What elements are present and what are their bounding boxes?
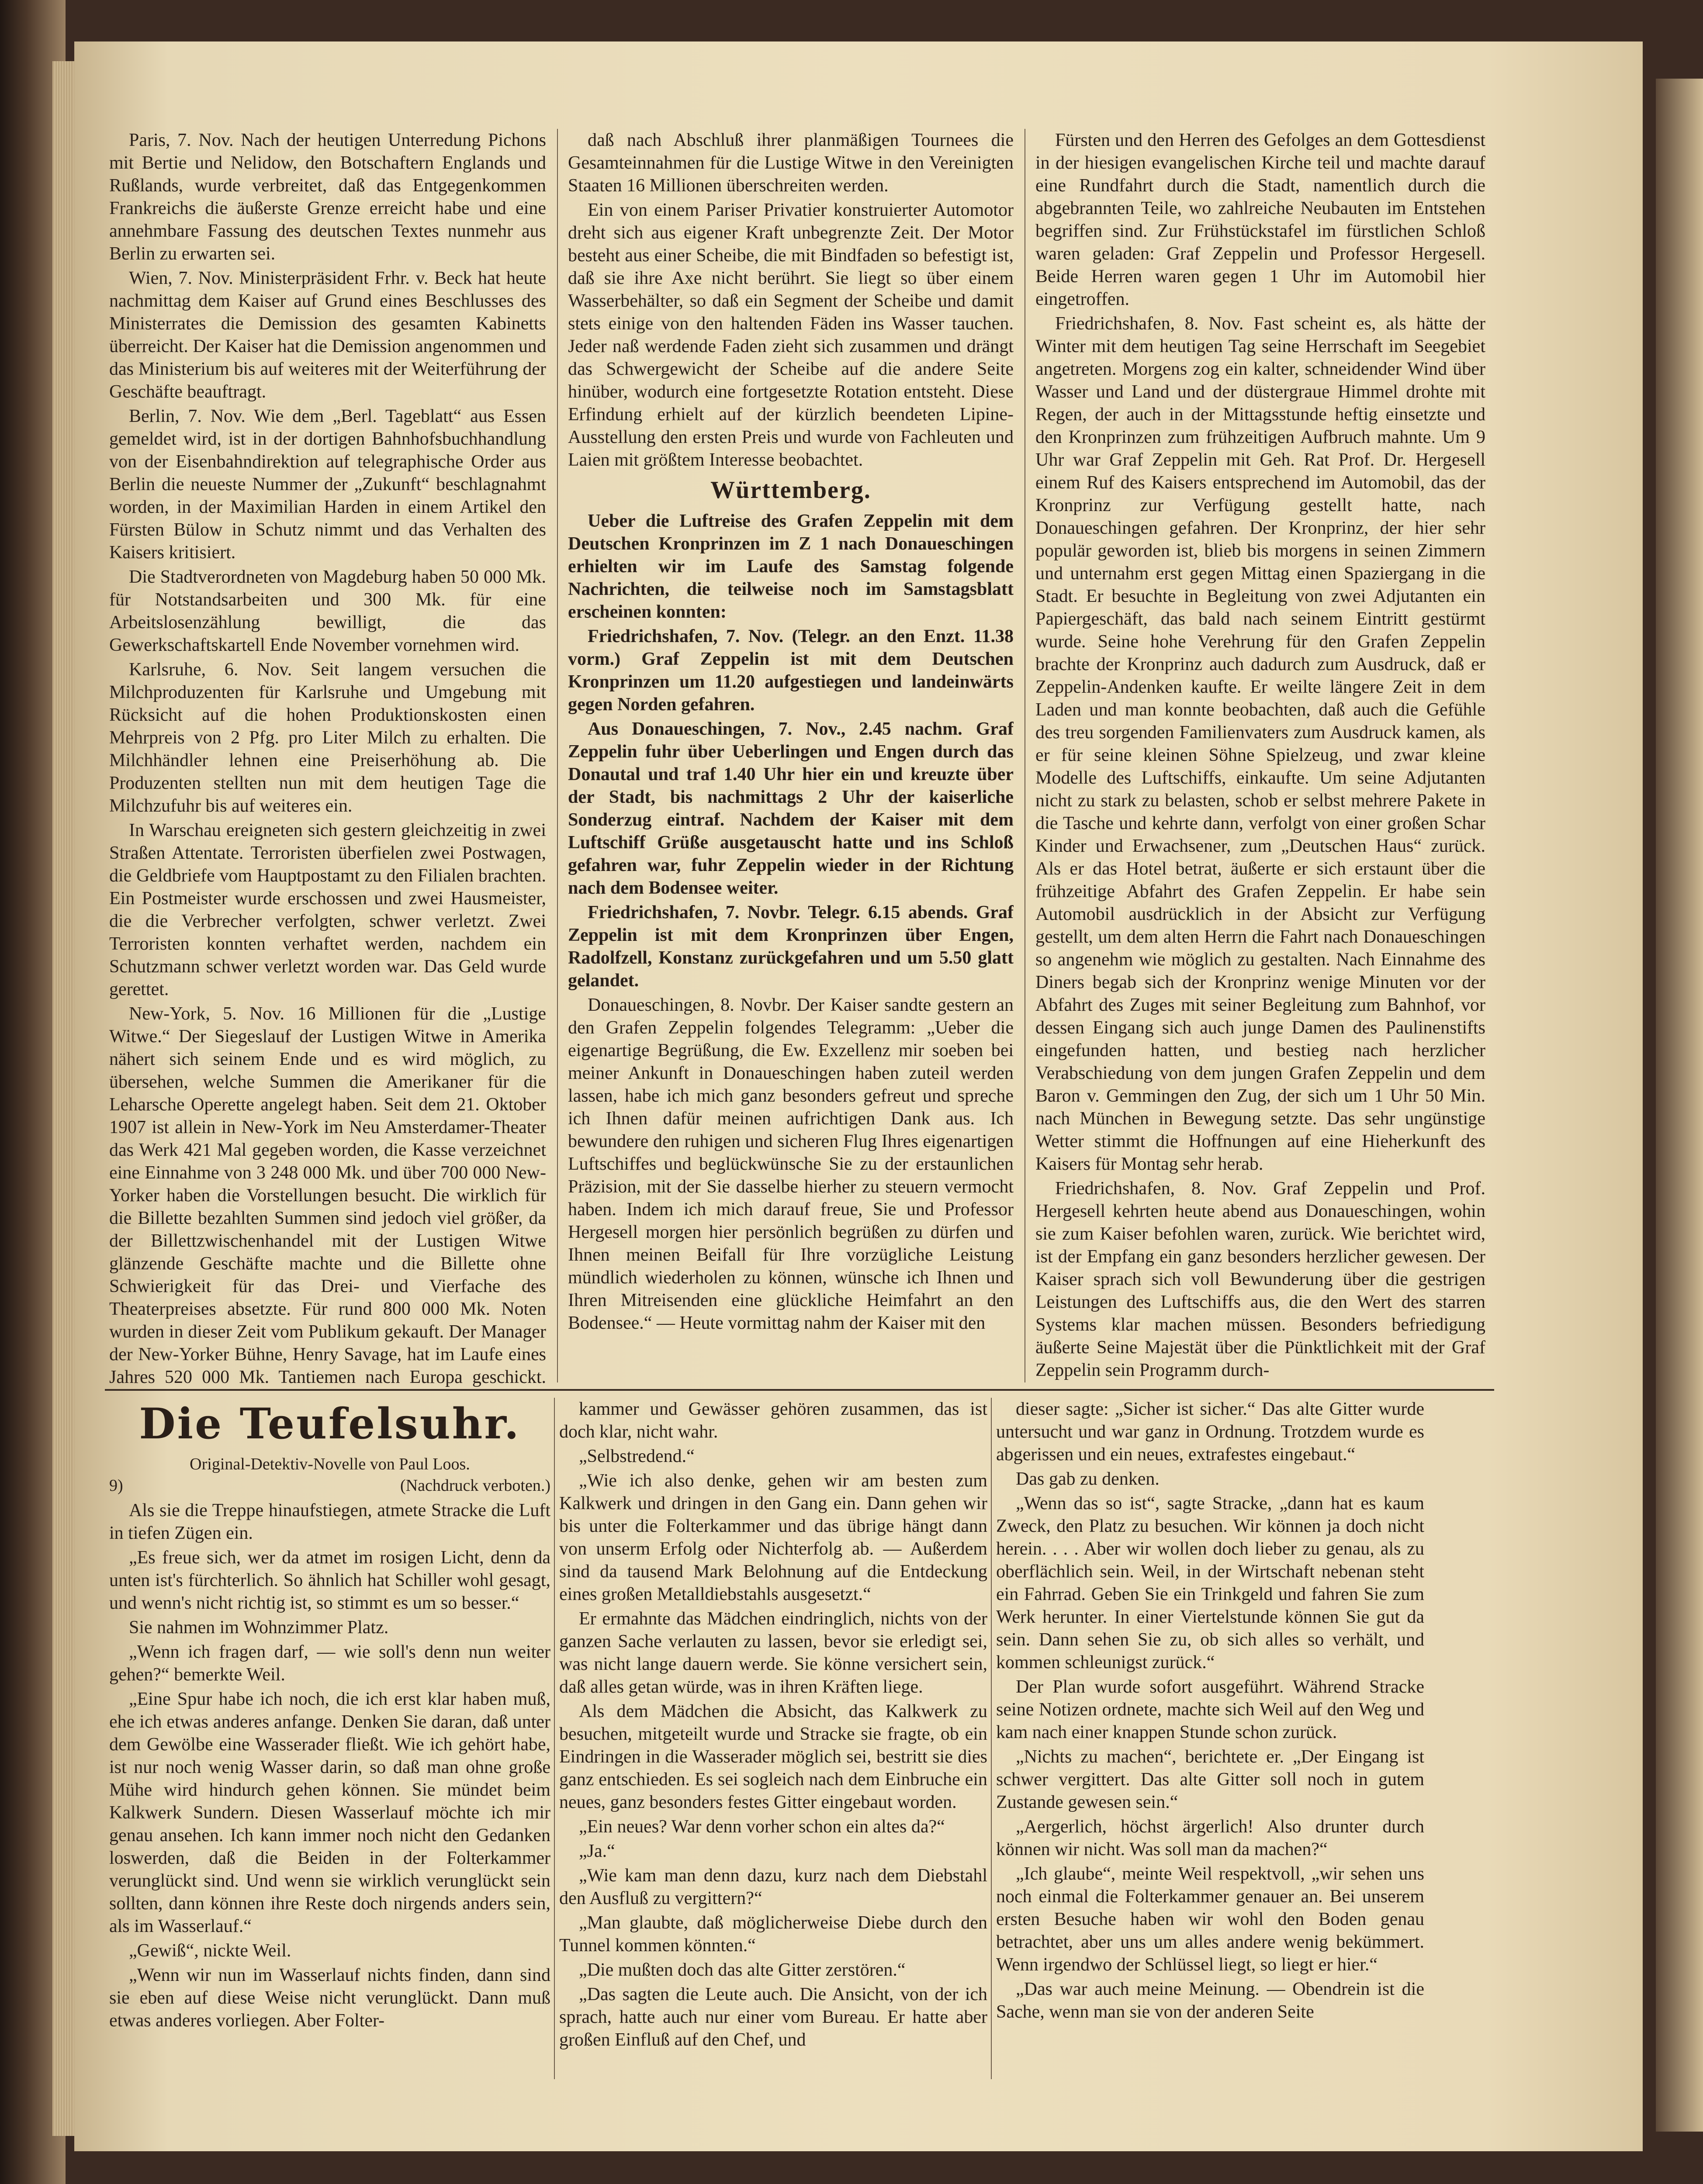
column-divider (554, 1398, 555, 2079)
serial-meta (109, 1475, 550, 1496)
zeppelin-friedrichshafen-2: Friedrichshafen, 7. Novbr. Telegr. 6.15 abends. Graf Zeppelin ist mit dem Kronprinzen über Engen, Radolfzell, Konstanz zurückgefahren und um 5.50 glatt gelandet. (568, 902, 1014, 991)
kaiser-telegramm: Donaueschingen, 8. Novbr. Der Kaiser sandte gestern an den Grafen Zeppelin folgendes Telegramm: „Ueber die eigenartige Begrüßung, die Ew. Exzellenz mir soeben bei meiner Ankunft in Donaueschingen haben zuteil werden lassen, habe ich mich ganz besonders gefreut und spreche ich Ihnen dafür meinen aufrichtigen Dank aus. Ich bewundere den ruhigen und sicheren Flug Ihres eigenartigen Luftschiffes und beglückwünsche Sie zu der erstaunlichen Präzision, mit der Sie dasselbe hierher zu steuern vermocht haben. Indem ich mich darauf freue, Sie und Professor Hergesell morgen hier persönlich begrüßen zu dürfen und Ihnen meinen Beifall für Ihre vorzügliche Leistung mündlich wiederholen zu können, wünsche ich Ihnen und Ihren Mitreisenden eine glückliche Heimfahrt an den Bodensee.“ — Heute vormittag nahm der Kaiser mit den (568, 995, 1014, 1333)
news-wien: Wien, 7. Nov. Ministerpräsident Frhr. v. Beck hat heute nachmittag dem Kaiser auf Grund eines Beschlusses des Ministerrates die Demission des gesamten Kabinetts überreicht. Der Kaiser hat die Demission angenommen und das Ministerium bis auf weiteres mit der Weiterführung der Geschäfte beauftragt. (109, 268, 546, 402)
news-new-york: New-York, 5. Nov. 16 Millionen für die „Lustige Witwe.“ Der Siegeslauf der Lustigen Witwe in Amerika nähert sich seinem Ende und es wird möglich, zu übersehen, welche Summen die Amerikaner für die Leharsche Operette angelegt haben. Seit dem 21. Oktober 1907 ist allein in New-York im Neu Amsterdamer-Theater das Werk 421 Mal gegeben worden, die Kasse verzeichnet eine Einnahme von 3 248 000 Mk. und über 700 000 New-Yorker haben die Vorstellungen besucht. Die wirklich für die Billette bezahlten Summen sind jedoch viel größer, da der Billettzwischenhandel mit der Lustigen Witwe glänzende Geschäfte machte und die Billette ohne Schwierigkeit für das Drei- und Vierfache des Theaterpreises absetzte. Für rund 800 000 Mk. Noten wurden in dieser Zeit vom Publikum gekauft. Der Manager der New-Yorker Bühne, Henry Savage, hat im Laufe eines Jahres 520 000 Mk. Tantiemen nach Europa geschickt. (109, 1004, 546, 1387)
newspaper-page (74, 41, 1643, 2151)
news-column-1 (109, 129, 546, 1387)
serial-para: Als dem Mädchen die Absicht, das Kalkwerk zu besuchen, mitgeteilt wurde und Stracke sie fragte, ob ein Eindringen in die Wasserader möglich sei, bestritt sie dies ganz entschieden. Es sei sogleich nach dem Einbruche ein neues, ganz besonders festes Gitter eingebaut worden. (559, 1701, 987, 1812)
zeppelin-donaueschingen: Aus Donaueschingen, 7. Nov., 2.45 nachm. Graf Zeppelin fuhr über Ueberlingen und Engen durch das Donautal und traf 1.40 Uhr hier ein und kreuzte über der Stadt, bis nachmittags 2 Uhr der kaiserliche Sonderzug eintraf. Nachdem der Kaiser mit dem Luftschiff Grüße ausgetauscht hatte und ins Schloß gefahren war, fuhr Zeppelin wieder in der Richtung nach dem Bodensee weiter. (568, 719, 1014, 898)
serial-para: „Wenn wir nun im Wasserlauf nichts finden, dann sind sie eben auf diese Weise nicht verunglückt. Dann muß etwas anderes vorliegen. Aber Folter- (109, 1965, 550, 2031)
serial-para: „Wie kam man denn dazu, kurz nach dem Diebstahl den Ausfluß zu vergittern?“ (559, 1866, 987, 1908)
serial-para: kammer und Gewässer gehören zusammen, das ist doch klar, nicht wahr. (559, 1399, 987, 1442)
serial-para: „Die mußten doch das alte Gitter zerstören.“ (579, 1960, 906, 1980)
serial-para: „Man glaubte, daß möglicherweise Diebe durch den Tunnel kommen könnten.“ (559, 1913, 987, 1956)
serial-column-1 (109, 1398, 550, 2079)
serial-para: „Das sagten die Leute auch. Die Ansicht, von der ich sprach, hatte auch nur einer vom Bureau. Er hatte aber großen Einfluß auf den Chef, und (559, 1984, 987, 2050)
serial-para: „Ja.“ (579, 1841, 615, 1861)
serial-column-2 (559, 1398, 987, 2079)
news-warschau: In Warschau ereigneten sich gestern gleichzeitig in zwei Straßen Attentate. Terroristen überfielen zwei Postwagen, die Geldbriefe vom Hauptpostamt zu den Filialen brachten. Ein Postmeister wurde erschossen und zwei Hausmeister, die die Verbrecher verfolgten, schwer verletzt. Zwei Terroristen konnten verhaftet werden, nachdem ein Schutzmann schwer verletzt worden war. Das Geld wurde gerettet. (109, 820, 546, 999)
zeppelin-intro: Ueber die Luftreise des Grafen Zeppelin mit dem Deutschen Kronprinzen im Z 1 nach Donaueschingen erhielten wir im Laufe des Samstag folgende Nachrichten, die teilweise noch im Samstagsblatt erscheinen konnten: (568, 511, 1014, 622)
serial-para: Das gab zu denken. (1016, 1469, 1160, 1489)
serial-para: Der Plan wurde sofort ausgeführt. Während Stracke seine Notizen ordnete, machte sich Weil auf den Weg und kam nach einer knappen Stunde schon zurück. (996, 1677, 1424, 1742)
news-berlin: Berlin, 7. Nov. Wie dem „Berl. Tageblatt“ aus Essen gemeldet wird, ist in der dortigen Bahnhofsbuchhandlung von der Eisenbahndirektion auf telegraphische Order aus Berlin die neueste Nummer der „Zukunft“ beschlagnahmt worden, in der Maximilian Harden in einem Artikel den Fürsten Bülow in Schutz nimmt und das Verhalten des Kaisers kritisiert. (109, 406, 546, 563)
serial-column-3 (996, 1398, 1424, 2079)
news-column-3 (1035, 129, 1485, 1387)
news-karlsruhe: Karlsruhe, 6. Nov. Seit langem versuchen die Milchproduzenten für Karlsruhe und Umgebung mit Rücksicht auf die hohen Produktionskosten einen Mehrpreis von 2 Pfg. pro Liter Milch zu erhalten. Die Milchhändler lehnen eine Preiserhöhung ab. Die Produzenten stellten nun mit dem heutigen Tage die Milchzufuhr bis auf weiteres ein. (109, 660, 546, 816)
serial-notice: (Nachdruck verboten.) (400, 1476, 550, 1495)
news-witwe-cont: daß nach Abschluß ihrer planmäßigen Tournees die Gesamteinnahmen für die Lustige Witwe in den Vereinigten Staaten 16 Millionen überschreiten werden. (568, 130, 1014, 196)
serial-para: „Nichts zu machen“, berichtete er. „Der Eingang ist schwer vergittert. Das alte Gitter soll noch in gutem Zustande gewesen sein.“ (996, 1747, 1424, 1812)
serial-para: „Wenn das so ist“, sagte Stracke, „dann hat es kaum Zweck, den Platz zu besuchen. Wir können ja doch nicht herein. . . . Aber wir wollen doch lieber zu genau, als zu oberflächlich sein. Weil, in der Wirtschaft nebenan steht ein Fahrrad. Geben Sie ein Trinkgeld und fahren Sie zum Werk herunter. In einer Viertelstunde können Sie gut da sein. Dann sehen Sie zu, ob sich alles so verhält, und kommen schleunigst zurück.“ (996, 1493, 1424, 1673)
serial-para: „Das war auch meine Meinung. — Obendrein ist die Sache, wenn man sie von der anderen Seite (996, 1979, 1424, 2022)
column-divider (557, 129, 558, 1382)
serial-para: „Wenn ich fragen darf, — wie soll's denn nun weiter gehen?“ bemerkte Weil. (109, 1642, 550, 1685)
serial-para: „Selbstredend.“ (579, 1446, 695, 1466)
next-page-edge (1656, 79, 1703, 2132)
zeppelin-friedrichshafen-1: Friedrichshafen, 7. Nov. (Telegr. an den Enzt. 11.38 vorm.) Graf Zeppelin ist mit dem Deutschen Kronprinzen um 11.20 aufgestiegen und landeinwärts gegen Norden gefahren. (568, 626, 1014, 715)
news-friedrichshafen-8nov-2: Friedrichshafen, 8. Nov. Graf Zeppelin und Prof. Hergesell kehrten heute abend aus Donaueschingen, wohin sie zum Kaiser befohlen waren, zurück. Wie berichtet wird, ist der Empfang ein ganz besonders herzlicher gewesen. Der Kaiser sprach sich voll Bewunderung über die gestrigen Leistungen des Luftschiffs aus, die den Wert des starren Systems klar machen müssen. Besonders befriedigung äußerte Seine Majestät über die Pünktlichkeit mit der Graf Zeppelin sein Programm durch- (1035, 1178, 1485, 1380)
news-fuersten: Fürsten und den Herren des Gefolges an dem Gottesdienst in der hiesigen evangelischen Kirche teil und machte darauf eine Rundfahrt durch die Stadt, namentlich durch die abgebrannten Teile, wo zahlreiche Neubauten im Entstehen begriffen sind. Zur Frühstückstafel im fürstlichen Schloß waren geladen: Graf Zeppelin und Professor Hergesell. Beide Herren waren gegen 1 Uhr im Automobil hier eingetroffen. (1035, 130, 1485, 309)
column-divider (991, 1398, 992, 2079)
news-friedrichshafen-8nov: Friedrichshafen, 8. Nov. Fast scheint es, als hätte der Winter mit dem heutigen Tag seine Herrschaft im Seegebiet angetreten. Morgens zog ein kalter, schneidender Wind über Wasser und Land und der düstergraue Himmel drohte mit Regen, der auch in der Mittagsstunde heftig einsetzte und den Kronprinzen zum frühzeitigen Aufbruch mahnte. Um 9 Uhr war Graf Zeppelin mit Geh. Rat Prof. Dr. Hergesell einem Ruf des Kaisers entsprechend im Automobil, das der Kronprinz zur Verfügung gestellt hatte, nach Donaueschingen gefahren. Der Kronprinz, der hier sehr populär geworden ist, blieb bis morgens in seinen Zimmern und unternahm erst gegen Mittag einen Spaziergang in die Stadt. Er besuchte in Begleitung von zwei Adjutanten ein Papiergeschäft, das bald nach seinem Eintritt gestürmt wurde. Seine hohe Verehrung für den Grafen Zeppelin brachte der Kronprinz auch dadurch zum Ausdruck, daß er Zeppelin-Andenken kaufte. Er weilte längere Zeit in dem Laden und man konnte beobachten, daß auch die Gefühle des treu sorgenden Familienvaters zum Ausdruck kamen, als er für seine kleinen Söhne Spielzeug, und zwar kleine Modelle des Luftschiffs, einkaufte. Um seine Adjutanten nicht zu stark zu belasten, schob er selbst mehrere Pakete in die Tasche und kehrte dann, verfolgt von einer großen Schar Kinder und Erwachsener, zum „Deutschen Haus“ zurück. Als er das Hotel betrat, äußerte er sich erstaunt über die frühzeitige Abfahrt des Grafen Zeppelin. Er habe sein Automobil ausdrücklich in der Absicht zur Verfügung gestellt, um dem alten Herrn die Fahrt nach Donaueschingen so angenehm wie möglich zu gestalten. Nach Einnahme des Diners begab sich der Kronprinz wenige Minuten vor der Abfahrt des Zuges mit seiner Begleitung zum Bahnhof, vor dessen Eingang sich auch junge Damen des Paulinenstifts eingefunden hatten, und bestieg nach herzlicher Verabschiedung von dem jungen Grafen Zeppelin und dem Baron v. Gemmingen den Zug, der sich um 1 Uhr 50 Min. nach München in Bewegung setzte. Das sehr ungünstige Wetter stimmt die Hoffnungen auf eine Hieherkunft des Kaisers für Montag sehr herab. (1035, 314, 1485, 1174)
feuilleton-divider (105, 1389, 1494, 1391)
serial-number: 9) (109, 1476, 123, 1495)
serial-para: Sie nahmen im Wohnzimmer Platz. (129, 1617, 389, 1638)
serial-para: „Ein neues? War denn vorher schon ein altes da?“ (579, 1817, 945, 1837)
news-automotor: Ein von einem Pariser Privatier konstruierter Automotor dreht sich aus eigener Kraft unbegrenzte Zeit. Der Motor besteht aus einer Scheibe, die mit Bindfaden so befestigt ist, daß sie ihre Axe nicht berührt. Sie liegt so über einem Wasserbehälter, so daß ein Segment der Scheibe und damit stets einige von den haltenden Fäden ins Wasser tauchen. Jeder naß werdende Faden zieht sich zusammen und drängt das Schwergewicht der Scheibe auf die andere Seite hinüber, wodurch eine fortgesetzte Rotation entsteht. Diese Erfindung erhielt auf der kürzlich beendeten Lipine-Ausstellung den ersten Preis und wurde von Fachleuten und Laien mit größtem Interesse beobachtet. (568, 200, 1014, 470)
serial-para: Er ermahnte das Mädchen eindringlich, nichts von der ganzen Sache verlauten zu lassen, bevor sie erledigt sei, was nicht lange dauern werde. Sie könne versichert sein, daß alles getan würde, was in ihren Kräften liege. (559, 1609, 987, 1697)
serial-para: Als sie die Treppe hinaufstiegen, atmete Stracke die Luft in tiefen Zügen ein. (109, 1500, 550, 1543)
serial-para: „Es freue sich, wer da atmet im rosigen Licht, denn da unten ist's fürchterlich. So ähnlich hat Schiller wohl gesagt, und wenn's nicht richtig ist, so stimmt es um so besser.“ (109, 1548, 550, 1613)
serial-para: „Aergerlich, höchst ärgerlich! Also drunter durch können wir nicht. Was soll man da machen?“ (996, 1817, 1424, 1859)
serial-subtitle: Original-Detektiv-Novelle von Paul Loos. (190, 1455, 470, 1473)
serial-title: Die Teufelsuhr. (139, 1399, 521, 1448)
serial-para: „Gewiß“, nickte Weil. (129, 1941, 291, 1961)
news-column-2 (568, 129, 1014, 1387)
section-heading-wuerttemberg: Württemberg. (710, 477, 871, 504)
serial-para: „Ich glaube“, meinte Weil respektvoll, „wir sehen uns noch einmal die Folterkammer genauer an. Bei unserem ersten Besuche haben wir wohl den Boden genau betrachtet, aber uns um alles andere wenig bekümmert. Wenn irgendwo der Schlüssel liegt, so liegt er hier.“ (996, 1864, 1424, 1975)
news-paris: Paris, 7. Nov. Nach der heutigen Unterredung Pichons mit Bertie und Nelidow, den Botschaftern Englands und Rußlands, wurde verbreitet, daß das Entgegenkommen Frankreichs die äußerste Grenze erreicht habe und eine annehmbare Fassung des deutschen Textes nunmehr aus Berlin zu erwarten sei. (109, 130, 546, 264)
serial-para: „Wie ich also denke, gehen wir am besten zum Kalkwerk und dringen in den Gang ein. Dann gehen wir bis unter die Folterkammer und das übrige hängt dann von unserm Erfolg oder Nichterfolg ab. — Außerdem sind da tausend Mark Belohnung auf die Entdeckung eines großen Metalldiebstahls ausgesetzt.“ (559, 1471, 987, 1604)
news-magdeburg: Die Stadtverordneten von Magdeburg haben 50 000 Mk. für Notstandsarbeiten und 300 Mk. für eine Arbeitslosenzählung bewilligt, die das Gewerkschaftskartell Ende November vornehmen wird. (109, 567, 546, 655)
serial-para: dieser sagte: „Sicher ist sicher.“ Das alte Gitter wurde untersucht und war ganz in Ordnung. Trotzdem wurde es abgerissen und ein neues, extrafestes eingebaut.“ (996, 1399, 1424, 1465)
serial-para: „Eine Spur habe ich noch, die ich erst klar haben muß, ehe ich etwas anderes anfange. Denken Sie daran, daß unter dem Gewölbe eine Wasserader fließt. Wie ich gehört habe, ist nur noch wenig Wasser darin, so daß man ohne große Mühe wird hindurch gehen können. Sie mündet beim Kalkwerk Sundern. Diesen Wasserlauf möchte ich mir genau ansehen. Ich kann immer noch nicht den Gedanken loswerden, daß die Beiden in der Folterkammer verunglückt sind. Und wenn sie wirklich verunglückt sein sollten, dann können ihre Reste doch nirgends anders sein, als im Wasserlauf.“ (109, 1689, 550, 1936)
